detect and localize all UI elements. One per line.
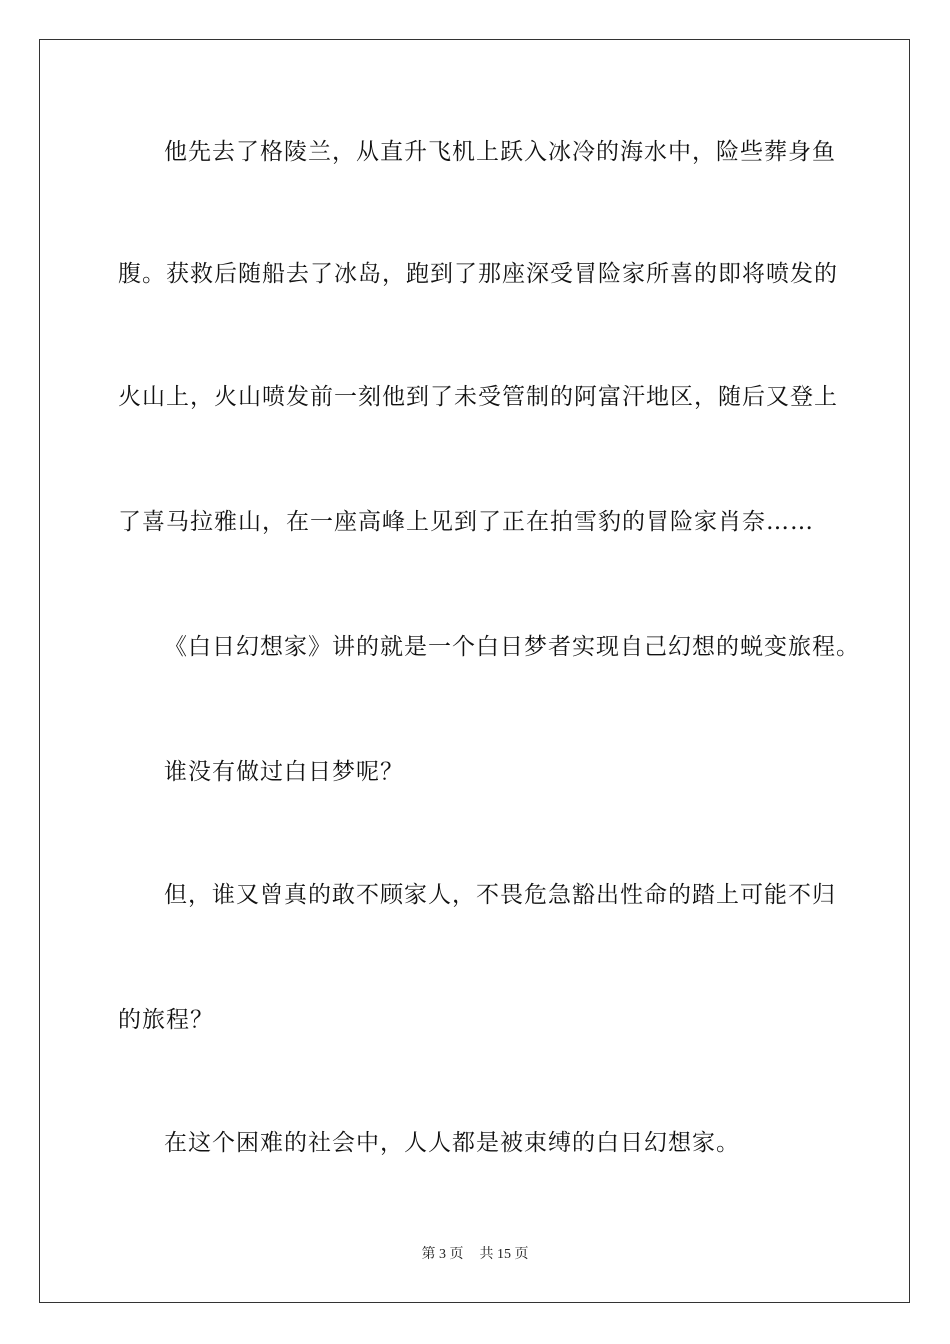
page-frame: [39, 39, 910, 1303]
paragraph-line-6: 谁没有做过白日梦呢？: [164, 759, 404, 785]
paragraph-line-5: 《白日幻想家》讲的就是一个白日梦者实现自己幻想的蜕变旅程。: [164, 634, 860, 660]
page-total: 共 15 页: [479, 1247, 529, 1262]
paragraph-line-7: 但，谁又曾真的敢不顾家人，不畏危急豁出性命的踏上可能不归: [164, 882, 836, 908]
paragraph-line-2: 腹。获救后随船去了冰岛，跑到了那座深受冒险家所喜的即将喷发的: [118, 261, 838, 287]
paragraph-line-4: 了喜马拉雅山，在一座高峰上见到了正在拍雪豹的冒险家肖奈……: [118, 509, 814, 535]
page-footer: [0, 1246, 950, 1264]
paragraph-line-1: 他先去了格陵兰，从直升飞机上跃入冰冷的海水中，险些葬身鱼: [164, 139, 836, 165]
paragraph-line-8: 的旅程？: [118, 1007, 214, 1033]
paragraph-line-3: 火山上，火山喷发前一刻他到了未受管制的阿富汗地区，随后又登上: [118, 384, 838, 410]
page-number: 第 3 页: [421, 1247, 464, 1262]
paragraph-line-9: 在这个困难的社会中，人人都是被束缚的白日幻想家。: [164, 1130, 740, 1156]
